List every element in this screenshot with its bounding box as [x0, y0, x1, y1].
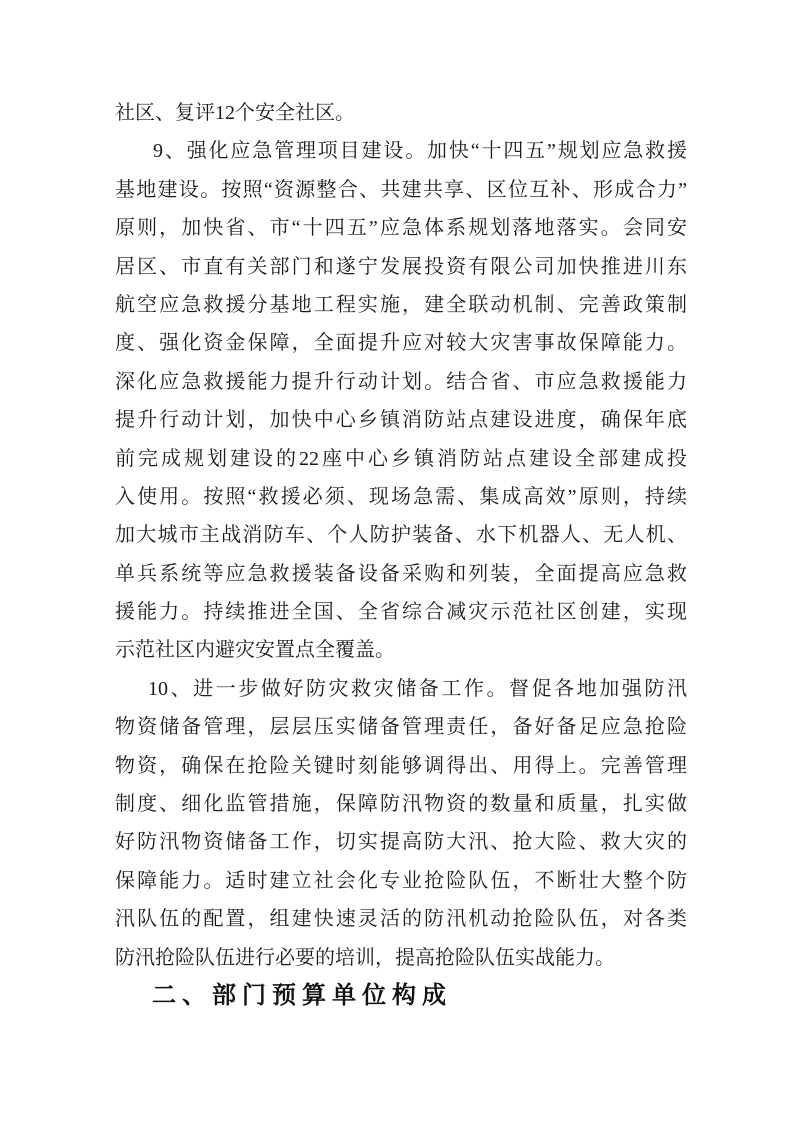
- text-block: [115, 94, 687, 1015]
- text-line: 好防汛物资储备工作，切实提高防大汛、抢大险、救大灾的: [115, 831, 687, 854]
- text-line: 物资，确保在抢险关键时刻能够调得出、用得上。完善管理: [115, 754, 687, 777]
- text-line: 援能力。持续推进全国、全省综合减灾示范社区创建，实现: [115, 601, 687, 624]
- text-line: 原则，加快省、市“十四五”应急体系规划落地落实。会同安: [115, 217, 687, 240]
- text-line: 加大城市主战消防车、个人防护装备、水下机器人、无人机、: [115, 524, 687, 547]
- text-line: 单兵系统等应急救援装备设备采购和列装，全面提高应急救: [115, 562, 687, 585]
- text-line: 9、强化应急管理项目建设。加快“十四五”规划应急救援: [153, 140, 687, 163]
- text-line: 制度、细化监管措施，保障防汛物资的数量和质量，扎实做: [115, 793, 687, 816]
- text-line: 10、进一步做好防灾救灾储备工作。督促各地加强防汛: [148, 677, 687, 700]
- text-line: 汛队伍的配置，组建快速灵活的防汛机动抢险队伍，对各类: [115, 908, 687, 931]
- text-line: 度、强化资金保障，全面提升应对较大灾害事故保障能力。: [115, 332, 687, 355]
- text-line: 入使用。按照“救援必须、现场急需、集成高效”原则，持续: [115, 485, 687, 508]
- text-line: 居区、市直有关部门和遂宁发展投资有限公司加快推进川东: [115, 255, 687, 278]
- text-line: 防汛抢险队伍进行必要的培训，提高抢险队伍实战能力。: [115, 946, 615, 969]
- text-line: 社区、复评12个安全社区。: [115, 102, 355, 124]
- text-line: 示范社区内避灾安置点全覆盖。: [115, 639, 395, 662]
- text-line: 基地建设。按照“资源整合、共建共享、区位互补、形成合力”: [115, 178, 687, 201]
- text-line: 深化应急救援能力提升行动计划。结合省、市应急救援能力: [115, 370, 687, 393]
- text-line: 物资储备管理，层层压实储备管理责任，备好备足应急抢险: [115, 716, 687, 739]
- text-line: 提升行动计划，加快中心乡镇消防站点建设进度，确保年底: [115, 409, 687, 432]
- section-heading: 二、部门预算单位构成: [152, 981, 452, 1009]
- text-line: 航空应急救援分基地工程实施，建全联动机制、完善政策制: [115, 293, 687, 316]
- text-line: 保障能力。适时建立社会化专业抢险队伍，不断壮大整个防: [115, 869, 687, 892]
- text-line: 前完成规划建设的22座中心乡镇消防站点建设全部建成投: [115, 447, 687, 470]
